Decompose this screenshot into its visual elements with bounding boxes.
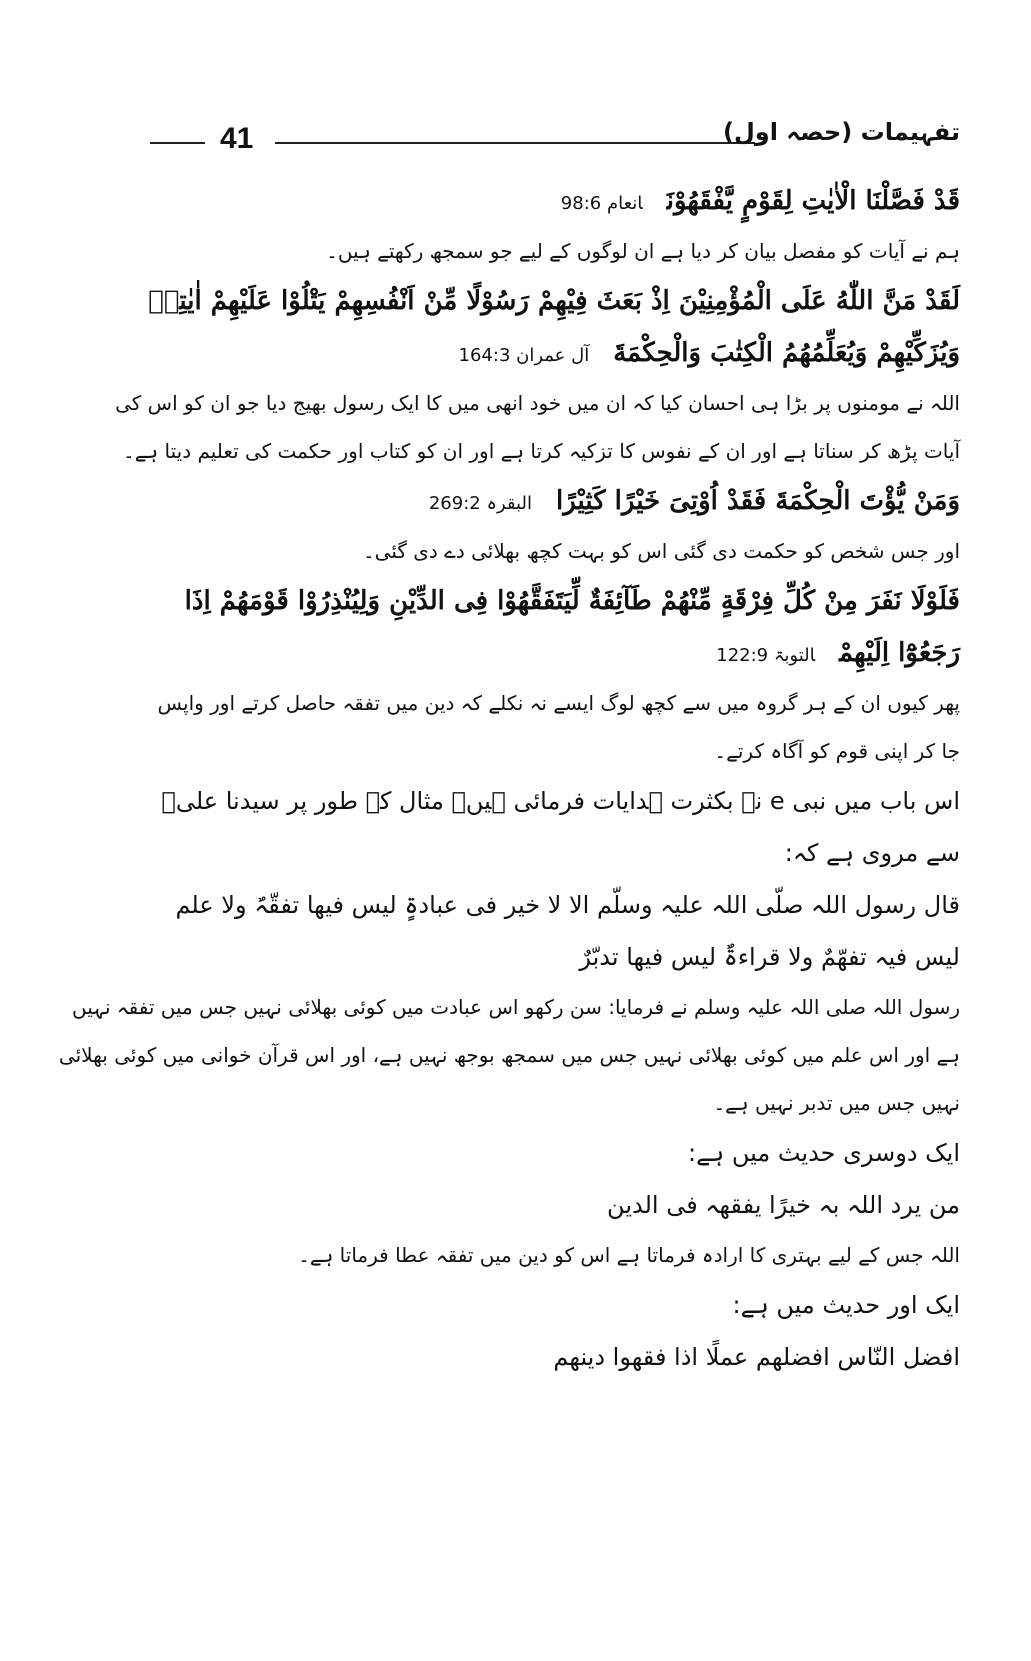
page-body	[58, 175, 960, 1383]
arabic-verse-line	[150, 327, 960, 379]
arabic-verse-line	[150, 627, 960, 679]
arabic-verse-line	[150, 175, 960, 227]
line-text: اللہ جس کے لیے بہتری کا ارادہ فرماتا ہے اس کو دین میں تفقہ عطا فرماتا ہے۔	[298, 1243, 960, 1267]
page-header	[150, 118, 960, 168]
urdu-text-line	[150, 1331, 960, 1383]
urdu-text-line	[150, 1127, 960, 1179]
arabic-verse-line	[150, 275, 960, 327]
line-text: لیس فیہ تفھّمٌ ولا قراءۃٌ لیس فیھا تدبّرٌ	[579, 943, 960, 971]
urdu-text-line	[115, 379, 960, 427]
verse-reference: آل عمران 164:3	[458, 345, 590, 366]
line-text: رَجَعُوْٓا اِلَیْهِمْ	[839, 638, 960, 668]
urdu-text-line	[122, 427, 960, 475]
verse-reference: البقرہ 269:2	[428, 493, 532, 514]
line-text: افضل النّاس افضلھم عملًا اذا فقھوا دینھم	[553, 1343, 960, 1371]
line-text: پھر کیوں ان کے ہر گروہ میں سے کچھ لوگ ایسے نہ نکلے کہ دین میں تفقہ حاصل کرتے اور واپس	[157, 691, 960, 715]
verse-reference: انعام 98:6	[560, 193, 643, 214]
urdu-text-line	[71, 983, 960, 1031]
line-text: لَقَدْ مَنَّ اللّٰهُ عَلَى الْمُؤْمِنِیْنَ اِذْ بَعَثَ فِیْهِمْ رَسُوْلًا مِّنْ اَنْفُسِهِمْ یَتْلُوْا عَلَیْهِمْ اٰیٰتِهٖ	[148, 286, 960, 316]
line-text: قال رسول اللہ صلّی اللہ علیہ وسلّم الا لا خیر فی عبادۃٍ لیس فیھا تفقّہٌ ولا علم	[175, 891, 960, 919]
verse-reference: التوبۃ 122:9	[716, 645, 816, 666]
line-text: وَمَنْ یُّؤْتَ الْحِكْمَةَ فَقَدْ اُوْتِیَ خَیْرًا كَثِیْرًا	[555, 486, 960, 516]
arabic-verse-line	[150, 575, 960, 627]
line-text: سے مروی ہے کہ:	[784, 839, 960, 867]
line-text: ایک اور حدیث میں ہے:	[732, 1291, 960, 1319]
urdu-text-line	[150, 727, 960, 775]
urdu-text-line	[150, 1179, 960, 1231]
urdu-text-line	[150, 1279, 960, 1331]
line-text: فَلَوْلَا نَفَرَ مِنْ كُلِّ فِرْقَةٍ مِّنْهُمْ طَآئِفَةٌ لِّیَتَفَقَّهُوْا فِی الدِّیْنِ وَلِیُنْذِرُوْا قَوْمَهُمْ اِذَا	[184, 586, 960, 616]
line-text: جا کر اپنی قوم کو آگاہ کرتے۔	[714, 739, 960, 763]
page-number: 41	[220, 122, 254, 155]
line-text: ہے اور اس علم میں کوئی بھلائی نہیں جس میں سمجھ بوجھ نہیں ہے، اور اس قرآن خوانی میں کوئی بھلائی	[58, 1043, 960, 1067]
urdu-text-line	[150, 679, 960, 727]
line-text: من یرد اللہ بہ خیرًا یفقھہ فی الدین	[607, 1191, 960, 1219]
urdu-text-line	[150, 827, 960, 879]
urdu-text-line	[150, 227, 960, 275]
line-text: قَدْ فَصَّلْنَا الْاٰیٰتِ لِقَوْمٍ یَّفْقَهُوْنَ	[666, 186, 960, 216]
urdu-text-line	[150, 879, 960, 931]
urdu-text-line	[150, 775, 960, 827]
urdu-text-line	[150, 527, 960, 575]
urdu-text-line	[150, 1079, 960, 1127]
line-text: نہیں جس میں تدبر نہیں ہے۔	[713, 1091, 960, 1115]
urdu-text-line	[58, 1031, 960, 1079]
urdu-text-line	[150, 931, 960, 983]
arabic-verse-line	[150, 475, 960, 527]
line-text: رسول اللہ صلی اللہ علیہ وسلم نے فرمایا: سن رکھو اس عبادت میں کوئی بھلائی نہیں جس میں تفقہ نہیں	[71, 995, 960, 1019]
line-text: اللہ نے مومنوں پر بڑا ہی احسان کیا کہ ان میں خود انھی میں کا ایک رسول بھیج دیا جو ان کو اس کی	[115, 391, 960, 415]
urdu-text-line	[150, 1231, 960, 1279]
line-text: اس باب میں نبی e نے بکثرت ہدایات فرمائی ہیں۔ مثال کے طور پر سیدنا علیؓ	[161, 787, 960, 815]
line-text: وَیُزَكِّیْهِمْ وَیُعَلِّمُهُمُ الْكِتٰبَ وَالْحِكْمَةَ	[613, 338, 960, 368]
line-text: ہم نے آیات کو مفصل بیان کر دیا ہے ان لوگوں کے لیے جو سمجھ رکھتے ہیں۔	[326, 239, 960, 263]
line-text: اور جس شخص کو حکمت دی گئی اس کو بہت کچھ بھلائی دے دی گئی۔	[362, 539, 960, 563]
line-text: ایک دوسری حدیث میں ہے:	[687, 1139, 960, 1167]
line-text: آیات پڑھ کر سناتا ہے اور ان کے نفوس کا تزکیہ کرتا ہے اور ان کو کتاب اور حکمت کی تعلیم دیتا ہے۔	[122, 439, 960, 463]
book-title: تفہیمات (حصہ اول)	[723, 118, 960, 146]
header-rule-middle	[275, 142, 755, 144]
header-rule-left	[150, 142, 205, 144]
